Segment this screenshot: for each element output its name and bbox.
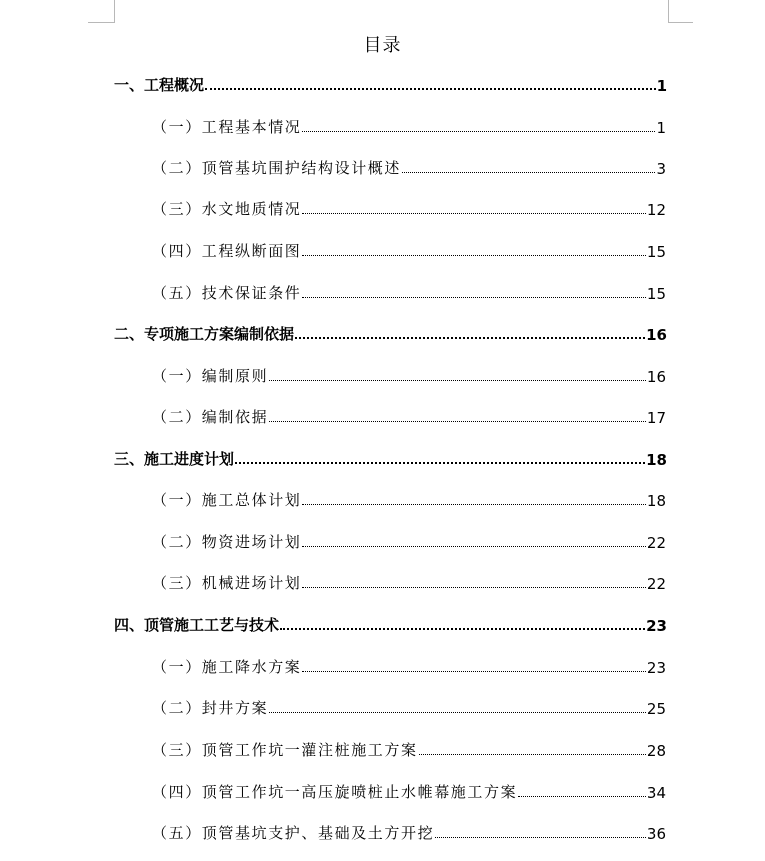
toc-subsection[interactable] <box>152 819 666 843</box>
toc-page-number: 36 <box>646 825 666 843</box>
toc-dot-leader <box>269 380 646 381</box>
toc-entry-label: 二、专项施工方案编制依据 <box>114 325 295 343</box>
toc-entry-label: （二）编制依据 <box>152 408 269 426</box>
toc-subsection[interactable] <box>152 569 666 593</box>
toc-entry-label: （五）顶管基坑支护、基础及土方开挖 <box>152 824 435 842</box>
toc-page-number: 25 <box>646 700 666 718</box>
toc-page-number: 1 <box>656 119 666 137</box>
toc-page-number: 22 <box>646 534 666 552</box>
toc-entry-label: （三）机械进场计划 <box>152 574 302 592</box>
toc-entry-label: （四）工程纵断面图 <box>152 242 302 260</box>
toc-entry-label: （二）顶管基坑围护结构设计概述 <box>152 159 402 177</box>
toc-subsection[interactable] <box>152 778 666 802</box>
toc-page-number: 3 <box>656 160 666 178</box>
toc-dot-leader <box>419 754 646 755</box>
toc-page-number: 15 <box>646 243 666 261</box>
toc-dot-leader <box>302 213 646 214</box>
toc-dot-leader <box>269 712 646 713</box>
toc-section[interactable] <box>114 71 667 95</box>
toc-subsection[interactable] <box>152 653 666 677</box>
toc-page-number: 18 <box>646 492 666 510</box>
toc-page-number: 28 <box>646 742 666 760</box>
toc-dot-leader <box>302 297 646 298</box>
toc-subsection[interactable] <box>152 736 666 760</box>
toc-page-number: 16 <box>646 368 666 386</box>
toc-entry-label: （一）施工降水方案 <box>152 658 302 676</box>
toc-dot-leader <box>295 337 645 339</box>
toc-page-number: 23 <box>646 617 667 635</box>
toc-dot-leader <box>235 462 645 464</box>
toc-page-number: 15 <box>646 285 666 303</box>
toc-entry-label: （三）水文地质情况 <box>152 200 302 218</box>
toc-page-number: 34 <box>646 784 666 802</box>
toc-dot-leader <box>302 587 646 588</box>
toc-subsection[interactable] <box>152 362 666 386</box>
toc-subsection[interactable] <box>152 154 666 178</box>
toc-dot-leader <box>280 628 645 630</box>
toc-dot-leader <box>302 131 655 132</box>
toc-page-number: 1 <box>656 77 667 95</box>
toc-entry-label: （一）施工总体计划 <box>152 491 302 509</box>
toc-page-number: 12 <box>646 201 666 219</box>
toc-dot-leader <box>402 172 655 173</box>
crop-mark-right <box>668 0 693 23</box>
toc-dot-leader <box>269 421 646 422</box>
toc-subsection[interactable] <box>152 694 666 718</box>
toc-entry-label: （五）技术保证条件 <box>152 284 302 302</box>
page-title: 目录 <box>363 35 402 56</box>
toc-subsection[interactable] <box>152 279 666 303</box>
toc-section[interactable] <box>114 611 667 635</box>
toc-entry-label: （二）物资进场计划 <box>152 533 302 551</box>
toc-subsection[interactable] <box>152 195 666 219</box>
toc-page-number: 18 <box>646 451 667 469</box>
toc-page-number: 17 <box>646 409 666 427</box>
toc-page-number: 16 <box>646 326 667 344</box>
toc-entry-label: （一）编制原则 <box>152 367 269 385</box>
toc-entry-label: 三、施工进度计划 <box>114 450 235 468</box>
toc-page-number: 22 <box>646 575 666 593</box>
toc-entry-label: （一）工程基本情况 <box>152 118 302 136</box>
toc-dot-leader <box>302 546 646 547</box>
toc-dot-leader <box>518 796 646 797</box>
toc-section[interactable] <box>114 320 667 344</box>
toc-subsection[interactable] <box>152 403 666 427</box>
toc-entry-label: （三）顶管工作坑一灌注桩施工方案 <box>152 741 418 759</box>
toc-entry-label: （四）顶管工作坑一高压旋喷桩止水帷幕施工方案 <box>152 783 518 801</box>
toc-dot-leader <box>302 671 646 672</box>
toc-dot-leader <box>302 504 646 505</box>
toc-subsection[interactable] <box>152 528 666 552</box>
toc-dot-leader <box>205 88 656 90</box>
toc-subsection[interactable] <box>152 486 666 510</box>
toc-entry-label: 四、顶管施工工艺与技术 <box>114 616 280 634</box>
toc-entry-label: 一、工程概况 <box>114 76 205 94</box>
toc-dot-leader <box>435 837 646 838</box>
toc-dot-leader <box>302 255 646 256</box>
toc-section[interactable] <box>114 445 667 469</box>
toc-subsection[interactable] <box>152 237 666 261</box>
crop-mark-left <box>88 0 115 23</box>
toc-page-number: 23 <box>646 659 666 677</box>
toc-entry-label: （二）封井方案 <box>152 699 269 717</box>
toc-subsection[interactable] <box>152 113 666 137</box>
